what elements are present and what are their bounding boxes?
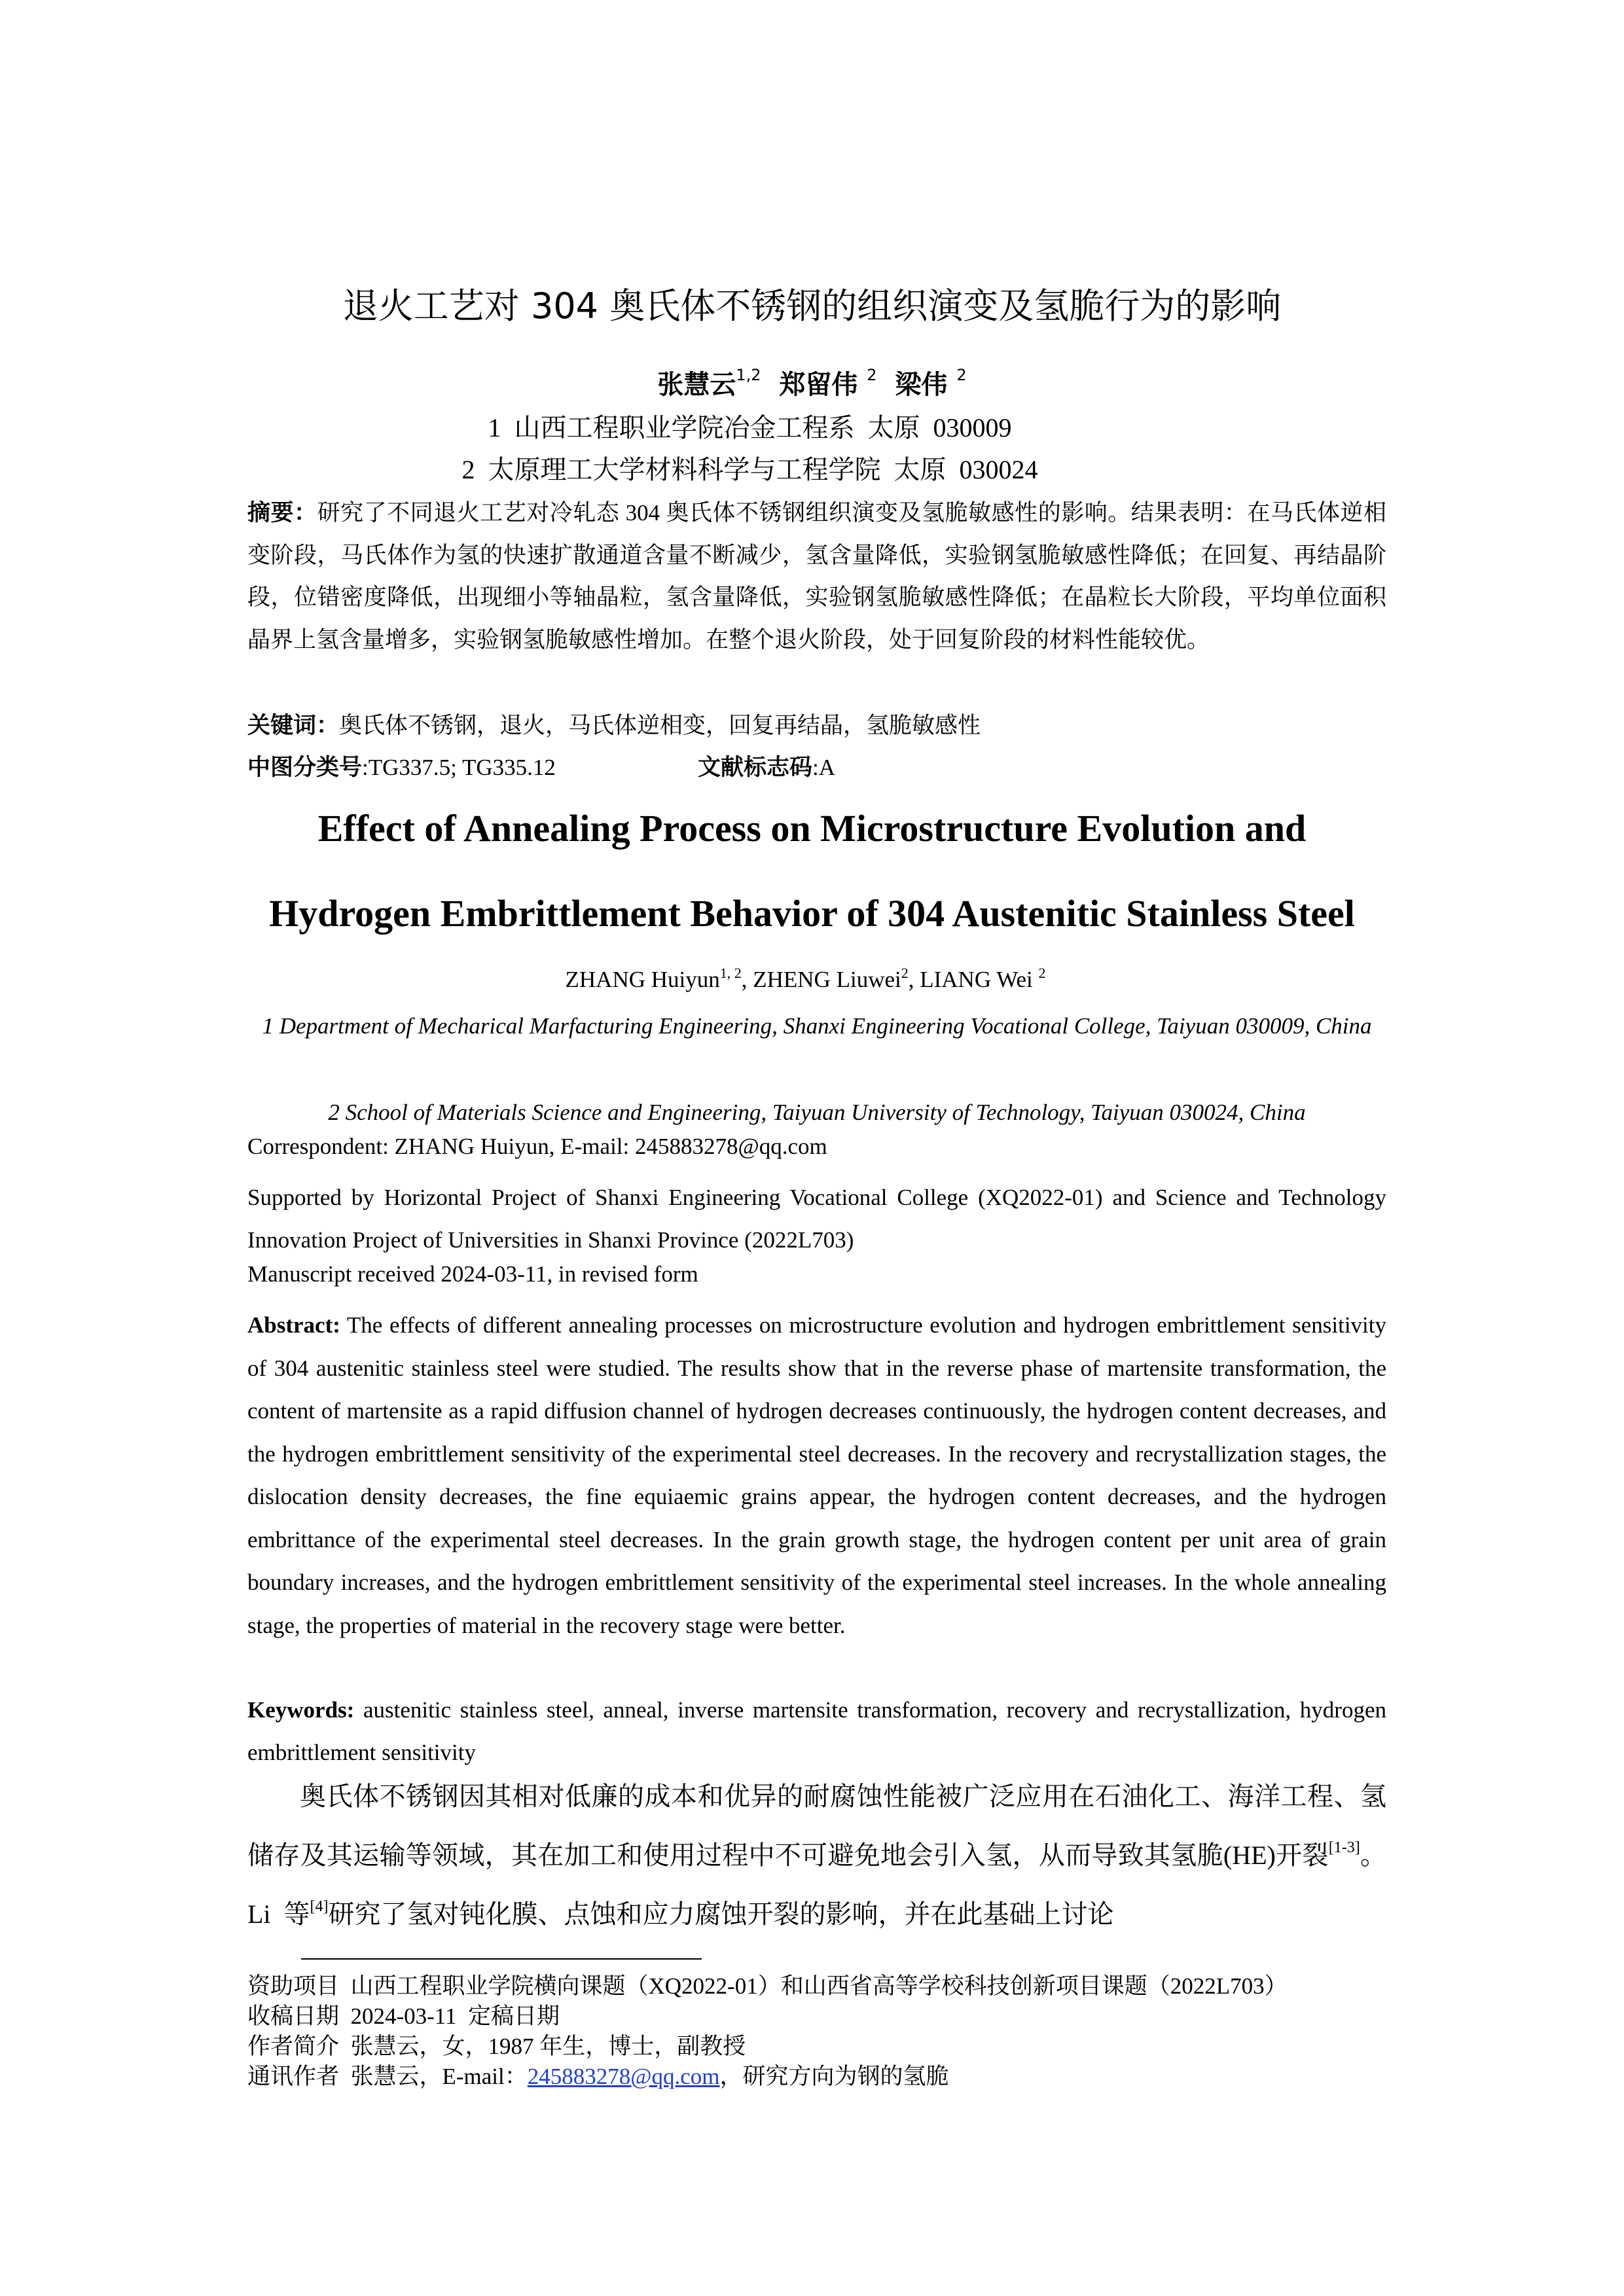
author-name: LIANG Wei [920, 967, 1039, 992]
email-link[interactable]: 245883278@qq.com [527, 2064, 720, 2089]
document-code-label: 文献标志码 [698, 755, 813, 781]
body-paragraph: 奥氏体不锈钢因其相对低廉的成本和优异的耐腐蚀性能被广泛应用在石油化工、海洋工程、氢储存及其运输等领域，其在加工和使用过程中不可避免地会引入氢，从而导致其氢脆(HE)开裂[1-3]。Li 等[4]研究了氢对钝化膜、点蚀和应力腐蚀开裂的影响，并在此基础上讨论 [247, 1782, 1386, 1929]
classification-label: 中图分类号 [247, 755, 363, 781]
author-affiliation-marker: 2 [901, 965, 909, 981]
footnote-received: 收稿日期 2024-03-11 定稿日期 [247, 2003, 560, 2029]
author-name: 郑留伟 [779, 370, 858, 400]
abstract-label: Abstract: [247, 1312, 340, 1338]
english-title-line-1: Effect of Annealing Process on Microstructure Evolution and [317, 807, 1307, 850]
correspondent-line: Correspondent: ZHANG Huiyun, E-mail: 245883278@qq.com [247, 1134, 827, 1159]
footnote-divider [301, 1958, 702, 1960]
author-affiliation-marker: 1,2 [736, 366, 761, 384]
chinese-authors [0, 364, 1624, 401]
chinese-keywords [247, 708, 1386, 740]
classification-line [247, 749, 1386, 782]
author-name: 张慧云 [657, 370, 736, 400]
footnotes [247, 1971, 1426, 2092]
author-name: 梁伟 [895, 370, 948, 400]
footnote-corresponding: 通讯作者 张慧云，E-mail：245883278@qq.com，研究方向为钢的氢脆 [247, 2064, 949, 2089]
author-name: ZHENG Liuwei [753, 967, 901, 992]
english-title-line-2: Hydrogen Embrittlement Behavior of 304 Austenitic Stainless Steel [269, 892, 1355, 935]
keywords-label: 关键词： [247, 713, 340, 739]
classification-code: :TG337.5; TG335.12 [362, 755, 556, 780]
footnote-funding: 资助项目 山西工程职业学院横向课题（XQ2022-01）和山西省高等学校科技创新项目课题（2022L703） [247, 1973, 1288, 1999]
document-code [698, 749, 835, 782]
english-abstract [247, 1304, 1386, 1647]
abstract-text: 研究了不同退火工艺对冷轧态 304 奥氏体不锈钢组织演变及氢脆敏感性的影响。结果表明：在马氏体逆相变阶段，马氏体作为氢的快速扩散通道含量不断减少，氢含量降低，实验钢氢脆敏感性降低；在回复、再结晶阶段，位错密度降低，出现细小等轴晶粒，氢含量降低，实验钢氢脆敏感性降低；在晶粒长大阶段，平均单位面积晶界上氢含量增多，实验钢氢脆敏感性增加。在整个退火阶段，处于回复阶段的材料性能较优。 [247, 500, 1386, 653]
keywords-text: 奥氏体不锈钢，退火，马氏体逆相变，回复再结晶，氢脆敏感性 [339, 713, 981, 738]
english-keywords [247, 1689, 1386, 1774]
abstract-label: 摘要： [247, 500, 317, 526]
author-affiliation-marker: 1, 2 [719, 965, 742, 981]
chinese-abstract [247, 492, 1386, 661]
chinese-affiliation-2: 2 太原理工大学材料科学与工程学院 太原 030024 [461, 455, 1038, 484]
keywords-text: austenitic stainless steel, anneal, inverse martensite transformation, recovery and recrystallization, hydrogen embrittlement sensitivity [247, 1697, 1386, 1765]
citation[interactable]: [1-3] [1328, 1839, 1360, 1856]
chinese-affiliation-1: 1 山西工程职业学院冶金工程系 太原 030009 [488, 413, 1012, 442]
abstract-text: The effects of different annealing processes on microstructure evolution and hydrogen embrittlement sensitivity of 304 austenitic stainless steel were studied. The results show that in the reverse phase of martensite transformation, the content of martensite as a rapid diffusion channel of hydrogen decreases continuously, the hydrogen content decreases, and the hydrogen embrittlement sensitivity of the experimental steel decreases. In the recovery and recrystallization stages, the dislocation density decreases, the fine equiaemic grains appear, the hydrogen content decreases, and the hydrogen embrittance of the experimental steel decreases. In the grain growth stage, the hydrogen content per unit area of grain boundary increases, and the hydrogen embrittlement sensitivity of the experimental steel increases. In the whole annealing stage, the properties of material in the recovery stage were better. [247, 1312, 1386, 1638]
citation[interactable]: [4] [310, 1898, 329, 1915]
author-name: ZHANG Huiyun [565, 967, 720, 992]
footnote-author-info: 作者简介 张慧云，女，1987 年生，博士，副教授 [247, 2034, 746, 2059]
english-affiliation-2: 2 School of Materials Science and Engineering, Taiyuan University of Technology, Taiyuan 030024, China [328, 1100, 1306, 1125]
author-affiliation-marker: 2 [956, 366, 967, 384]
english-affiliation-1: 1 Department of Mecharical Marfacturing Engineering, Shanxi Engineering Vocational College, Taiyuan 030009, China [262, 1013, 1372, 1039]
document-code-value: :A [812, 755, 836, 780]
english-authors: ZHANG Huiyun$^{1, 2}$, ZHENG Liuwei$^2$, LIANG Wei $^2$ [565, 965, 1046, 992]
keywords-label: Keywords: [247, 1697, 355, 1723]
manuscript-received-line: Manuscript received 2024-03-11, in revised form [247, 1261, 698, 1287]
chinese-title: 退火工艺对 304 奥氏体不锈钢的组织演变及氢脆行为的影响 [342, 285, 1282, 327]
author-affiliation-marker: 2 [1038, 965, 1046, 981]
funding-line: Supported by Horizontal Project of Shanxi Engineering Vocational College (XQ2022-01) and Science and Technology Innovation Project of Universities in Shanxi Province (2022L703) [247, 1185, 1386, 1253]
author-affiliation-marker: 2 [867, 366, 877, 384]
